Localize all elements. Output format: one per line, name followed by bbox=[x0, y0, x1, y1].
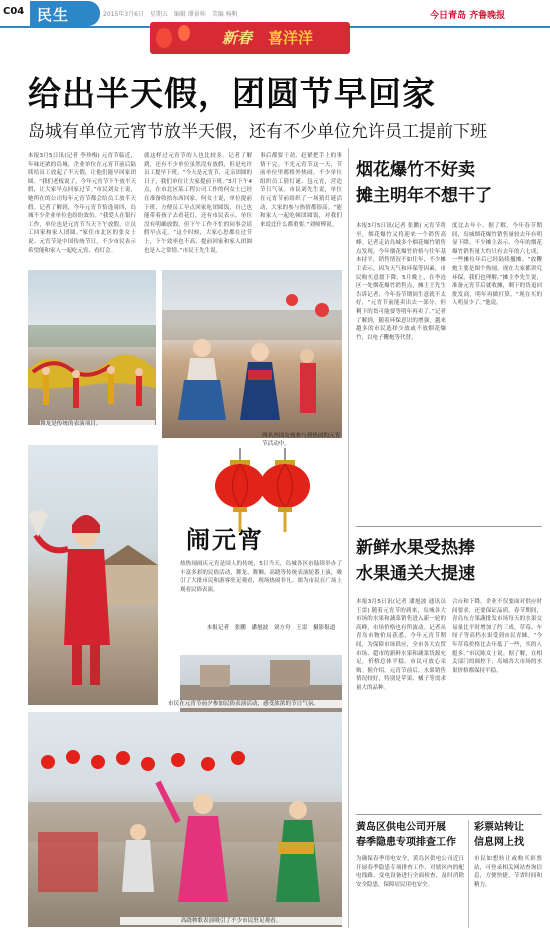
feature-text: 热热闹闹庆元宵是国人的传统，5日当天，岛城各区市陆续举办了丰富多彩的民俗活动，舞龙、舞狮、高跷等传统表演轮番上演，吸引了大批市民和游客驻足观看，现场热闹非凡。图为市民在广场上观看民俗表演。 bbox=[180, 561, 342, 593]
photo-caption-4: 高跷秧歌表演吸引了不少市民驻足观看。 bbox=[120, 917, 342, 925]
side-article-2-col-1: 本报3月5日讯(记者 潘旭波 通讯员 王雷) 随着元宵节的到来，岛城各大市场的水果和蔬菜销售进入新一轮的高峰，市场价格也有所波动。记者从青岛市物价局获悉，今年元宵节期间，为保障市场供应，全市各大农贸市场、超市的新鲜水果和蔬菜货源充足，价格总体平稳。市民可放心采购。据介绍，元宵节前后，水果销售情况较好，特别是苹果、橘子等需求量大的品种。 bbox=[356, 599, 446, 691]
brief-headline-2b: 信息网上找 bbox=[474, 837, 524, 848]
feature-title: 闹元宵 bbox=[186, 526, 264, 554]
column-divider bbox=[348, 148, 349, 928]
side-article-2-col-2: 合台和下降，企业不仅要面对供应时间要求，还要保证品质。春节期间，青岛东方果蔬批发市场每天的水果交易量比平时增加了约三成，草莓、车厘子等高档水果受到市民青睐。“今年草莓价格比去年低了一些，买的人挺多。”市民陈女士说。据了解，在相关部门的调控下，岛城各大市场的水果价格都保持平稳。 bbox=[452, 599, 542, 674]
side-headline-1a: 烟花爆竹不好卖 bbox=[356, 160, 475, 180]
side-divider-2 bbox=[356, 814, 542, 815]
stilt-performers-photo bbox=[28, 712, 342, 927]
foreign-girls-photo bbox=[162, 270, 342, 438]
section-tag bbox=[30, 1, 100, 26]
main-subheadline: 岛城有单位元宵节放半天假，还有不少单位允许员工提前下班 bbox=[28, 122, 487, 142]
brief-headline-1b: 春季隐患专项排查工作 bbox=[356, 837, 456, 848]
side-headline-1b: 摊主明年不想干了 bbox=[356, 186, 492, 206]
issue-date: 2015年3月6日 星期五 编辑 谭景帅 美编 杨帆 bbox=[103, 11, 238, 18]
article-column-2: 就这样过元宵节的人也比较多。记者了解到，还有不少单位虽然没有放假，但是允许员工提早下班。“今天是元宵节，走亲团圆的日子，我们单位让大家提前下班。”3月下午4点，在市北区某工程公司工作的何女士已经在准备收拾东西回家。何女士说，单位提前下班，方便员工早点回家吃团圆饭，自己也能带着孩子去看花灯。还有市民表示，单位没有明确放假，但下午工作不忙的同事会请假早点走。“这个时候，大家心思都在过节上，下午效率也不高，提前回家和家人团圆也是人之常情。”市民王先生说。 bbox=[144, 153, 252, 254]
brief-headline-2: 彩票站转让 bbox=[474, 822, 524, 833]
festival-banner bbox=[150, 22, 350, 54]
brief-divider bbox=[468, 820, 469, 928]
brief-text-1: 为确保春季用电安全，黄岛区供电公司近日开展春季隐患专项排查工作，对辖区内的配电线路、变电设备进行全面检查，及时消除安全隐患，保障居民用电安全。 bbox=[356, 856, 464, 888]
lantern-icon bbox=[156, 28, 172, 48]
side-article-1-col-1: 本报3月5日讯(记者 张鹏) 元宵节将至，烟花爆竹又将迎来一个销售高峰。记者走访岛城多个烟花爆竹销售点发现，今年烟花爆竹价格与往年基本持平，销售情况不如往年，不少摊主表示，因为天气和环保等因素，市民购买意愿下降。5月晚上，在李沧区一处烟花爆竹销售点，摊主王先生告诉记者，今年春节期间生意就不太好，“元宵节前能卖出去一部分，但剩下的货可能要等明年再卖了。”记者了解到，随着环保意识的增强，越来越多的市民选择少放或不放烟花爆竹，以电子鞭炮等代替。 bbox=[356, 223, 446, 341]
brief-headline-1: 黄岛区供电公司开展 bbox=[356, 822, 446, 833]
brief-text-2: 市民如想转让或购买彩票站，可登录相关网站查询信息，方便快捷，节省时间和精力。 bbox=[474, 856, 542, 888]
article-column-1: 本报3月5日讯(记者 李珍梅) 元宵节临近，年味还浓的岛城，企业单位在元宵节前后陆续给员工放起了半天假，让他们能早回家团圆。“我们老板说了，今年元宵节下午放半天假，让大家早点回家过节。”市民刘女士说，她所在的公司每年元宵节都会给员工放半天假。记者了解到，今年元宵节恰逢周四，岛城不少企业单位也纷纷效仿。“我爱人在银行工作，单位也是元宵节当天下午放假，让员工回家和家人团圆。”家住市北区的张女士说。元宵节是中国传统节日，不少市民表示希望能和家人一起吃元宵、看灯会。 bbox=[28, 153, 136, 254]
banner-text-a: 新春 bbox=[222, 29, 253, 47]
photo-caption-3: 市民在元宵节前夕参加民俗表演活动，感受浓浓的节日气氛。 bbox=[168, 700, 343, 708]
feature-credits: 本报记者 张鹏 潘旭波 刘方舟 王雷 摄影报道 bbox=[206, 625, 336, 631]
side-headline-2a: 新鲜水果受热捧 bbox=[356, 538, 475, 558]
side-article-1-col-2: 度比去年小。据了解，今年春节期间，岛城烟花爆竹销售量较去年有明显下降。不少摊主表示，今年的烟花爆竹销售量大约只有去年的六七成，一些摊位年后已经陆续撤摊。“放鞭炮主要是图个热闹，现在大家都讲究环保，我们也理解。”摊主李先生说，准备元宵节后就收摊，剩下的货退回批发商，明年再做打算。“现在买的人明显少了。”他说。 bbox=[452, 223, 542, 307]
side-headline-2b: 水果通关大提速 bbox=[356, 564, 475, 584]
newspaper-logo: 今日青岛 齐鲁晚报 bbox=[430, 11, 506, 21]
photo-caption-2: 两名外国女孩参与到热闹的元宵节活动中。 bbox=[262, 433, 341, 447]
crowd-illustration bbox=[162, 270, 342, 438]
dragon-dance-illustration bbox=[28, 270, 156, 425]
article-column-3: 事后都要干劲，赶紧把手上的事情干完。不光元宵节这一天，节前单位里都格外热闹，不少单位组织员工猜灯谜、包元宵，营造节日气氛。市民刘先生说，单位在元宵节前组织了一场猜灯谜活动，大家的参与热情都很高。“能和家人一起吃顿团圆饭，对我们来说比什么都重要。”刘师傅说。 bbox=[260, 153, 342, 228]
dragon-dance-photo bbox=[28, 270, 156, 425]
side-divider bbox=[356, 526, 542, 527]
dancer-illustration bbox=[28, 445, 158, 705]
stilt-illustration bbox=[28, 712, 342, 927]
main-headline: 给出半天假，团圆节早回家 bbox=[28, 74, 436, 113]
fan-dancer-photo bbox=[28, 445, 158, 705]
section-label: 民生 bbox=[37, 6, 70, 24]
photo-caption-1: 舞龙是传统的表演项目。 bbox=[40, 420, 155, 428]
lantern-icon bbox=[178, 25, 190, 41]
banner-text-b: 喜洋洋 bbox=[268, 29, 314, 47]
page-number: C04 bbox=[3, 6, 25, 17]
